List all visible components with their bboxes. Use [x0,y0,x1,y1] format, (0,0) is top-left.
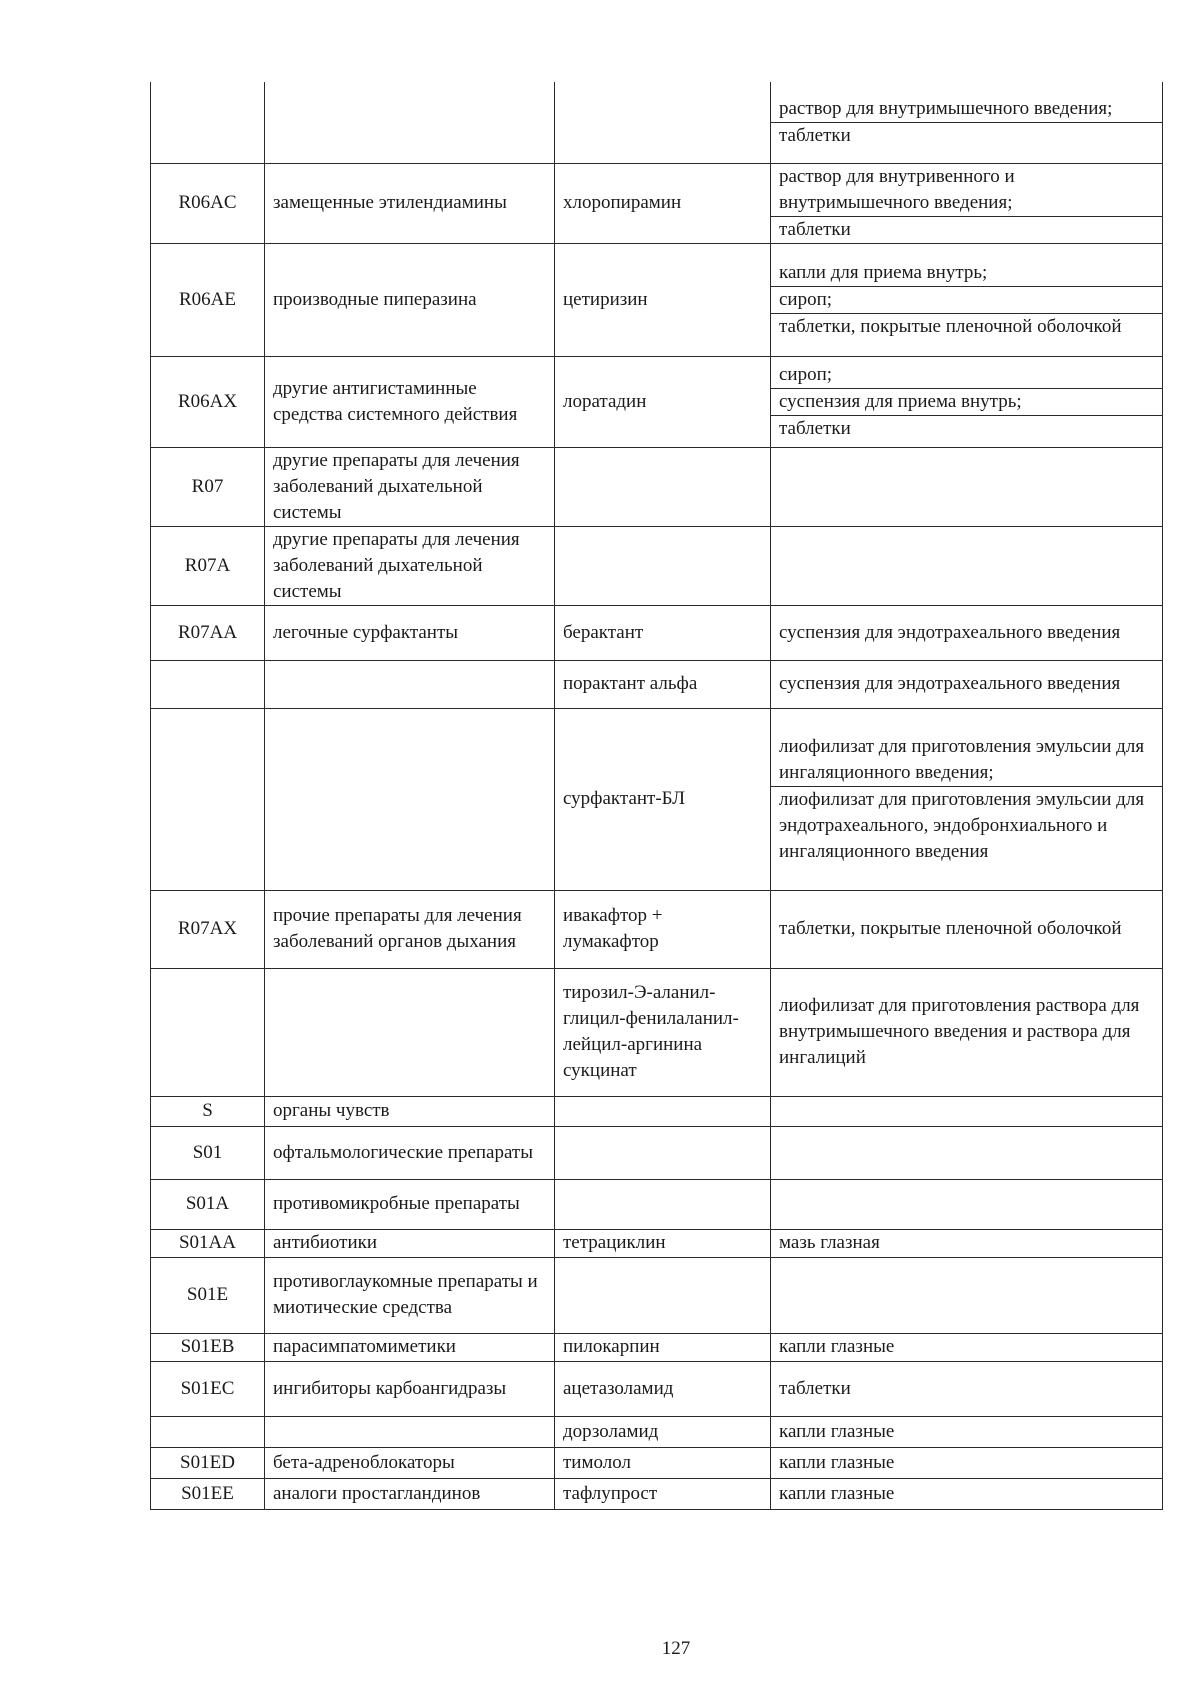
table-row [151,605,1163,660]
dosage-form: таблетки, покрытые пленочной оболочкой [779,918,1122,939]
dosage-forms-cell [771,968,1163,1096]
dosage-form: суспензия для приема внутрь; [771,388,1162,415]
table-row [151,243,1163,356]
dosage-forms-cell [771,708,1163,890]
drug-name-cell: сурфактант-БЛ [555,708,771,890]
atc-code-cell: S01EB [151,1333,265,1361]
dosage-form: таблетки, покрытые пленочной оболочкой [771,313,1162,340]
table-row [151,82,1163,163]
atc-code-cell: S01AA [151,1229,265,1257]
group-name-cell: офтальмологические препараты [265,1126,555,1179]
atc-code-cell [151,82,265,163]
atc-code-cell: S01ED [151,1447,265,1478]
atc-code-cell: S01EC [151,1361,265,1416]
dosage-form: капли глазные [779,1336,895,1357]
drug-name-cell: тафлупрост [555,1478,771,1509]
group-name-cell: парасимпатомиметики [265,1333,555,1361]
group-name-cell: противомикробные препараты [265,1179,555,1229]
group-name-cell: антибиотики [265,1229,555,1257]
atc-code-cell: S01E [151,1257,265,1333]
drug-name-cell [555,526,771,605]
dosage-form: таблетки [771,216,1162,243]
atc-code-cell: R07 [151,447,265,526]
atc-code-cell: R06AE [151,243,265,356]
drug-name-cell [555,1096,771,1126]
dosage-forms-cell [771,1096,1163,1126]
atc-code-cell: R07A [151,526,265,605]
table-row [151,1333,1163,1361]
dosage-form: раствор для внутривенного и внутримышечного введения; [779,165,1015,213]
table-row [151,660,1163,708]
group-name-cell: другие антигистаминные средства системного действия [265,356,555,447]
drug-table [150,82,1163,1510]
drug-name-cell [555,1257,771,1333]
drug-name-cell: цетиризин [555,243,771,356]
drug-name-cell [555,1126,771,1179]
atc-code-cell: R06AC [151,163,265,243]
dosage-forms-cell [771,1478,1163,1509]
drug-name-cell: ацетазоламид [555,1361,771,1416]
dosage-forms-cell [771,243,1163,356]
dosage-form: раствор для внутримышечного введения; [779,97,1113,119]
table-row [151,526,1163,605]
drug-name-cell [555,82,771,163]
dosage-form: лиофилизат для приготовления эмульсии для ингаляционного введения; [779,735,1145,783]
group-name-cell: ингибиторы карбоангидразы [265,1361,555,1416]
dosage-forms-cell [771,890,1163,968]
dosage-form: суспензия для эндотрахеального введения [779,621,1121,643]
table-row [151,1447,1163,1478]
page-number: 127 [661,1638,691,1659]
group-name-cell [265,660,555,708]
group-name-cell: другие препараты для лечения заболеваний дыхательной системы [265,526,555,605]
drug-name-cell: пилокарпин [555,1333,771,1361]
drug-name-cell: берактант [555,605,771,660]
table-row [151,447,1163,526]
atc-code-cell: R07AX [151,890,265,968]
dosage-forms-cell [771,1126,1163,1179]
dosage-forms-cell [771,1257,1163,1333]
dosage-forms-cell [771,1447,1163,1478]
dosage-form: лиофилизат для приготовления эмульсии для эндотрахеального, эндобронхиального и ингаляционного введения [771,786,1162,865]
group-name-cell [265,82,555,163]
atc-code-cell [151,660,265,708]
table-row [151,1126,1163,1179]
atc-code-cell: S [151,1096,265,1126]
dosage-forms-cell [771,1361,1163,1416]
table-row [151,163,1163,243]
dosage-form: капли глазные [779,1420,895,1442]
group-name-cell [265,1416,555,1447]
table-row [151,356,1163,447]
atc-code-cell: R06AX [151,356,265,447]
dosage-forms-cell [771,356,1163,447]
group-name-cell [265,968,555,1096]
table-row [151,1361,1163,1416]
group-name-cell [265,708,555,890]
group-name-cell: органы чувств [265,1096,555,1126]
dosage-form: таблетки [771,122,1162,149]
group-name-cell: противоглаукомные препараты и миотические средства [265,1257,555,1333]
table-row [151,1478,1163,1509]
atc-code-cell: S01 [151,1126,265,1179]
drug-name-cell: дорзоламид [555,1416,771,1447]
table-row [151,968,1163,1096]
atc-code-cell: S01A [151,1179,265,1229]
atc-code-cell: R07AA [151,605,265,660]
dosage-forms-cell [771,447,1163,526]
dosage-form: лиофилизат для приготовления раствора для внутримышечного введения и раствора для ингалиций [779,995,1140,1068]
atc-code-cell [151,708,265,890]
group-name-cell: производные пиперазина [265,243,555,356]
dosage-form: капли глазные [779,1451,895,1473]
dosage-forms-cell [771,605,1163,660]
dosage-form: сироп; [771,286,1162,313]
table-row [151,1229,1163,1257]
dosage-form: сироп; [779,363,833,385]
drug-name-cell: тимолол [555,1447,771,1478]
atc-code-cell [151,1416,265,1447]
dosage-forms-cell [771,526,1163,605]
dosage-form: мазь глазная [779,1232,880,1253]
dosage-forms-cell [771,660,1163,708]
dosage-forms-cell [771,163,1163,243]
group-name-cell: бета-адреноблокаторы [265,1447,555,1478]
dosage-forms-cell [771,1229,1163,1257]
drug-name-cell: лоратадин [555,356,771,447]
dosage-form: таблетки [779,1377,851,1399]
table-row [151,890,1163,968]
atc-code-cell: S01EE [151,1478,265,1509]
dosage-forms-cell [771,82,1163,163]
group-name-cell: замещенные этилендиамины [265,163,555,243]
drug-name-cell: тирозил-Э-аланил-глицил-фенилаланил-лейцил-аргинина сукцинат [555,968,771,1096]
dosage-form: таблетки [771,415,1162,442]
table-row [151,1416,1163,1447]
atc-code-cell [151,968,265,1096]
drug-name-cell: порактант альфа [555,660,771,708]
table-row [151,1257,1163,1333]
dosage-form: капли для приема внутрь; [779,261,988,283]
dosage-forms-cell [771,1333,1163,1361]
group-name-cell: легочные сурфактанты [265,605,555,660]
table-row [151,1179,1163,1229]
group-name-cell: аналоги простагландинов [265,1478,555,1509]
drug-name-cell [555,1179,771,1229]
dosage-form: капли глазные [779,1482,895,1504]
group-name-cell: другие препараты для лечения заболеваний дыхательной системы [265,447,555,526]
group-name-cell: прочие препараты для лечения заболеваний органов дыхания [265,890,555,968]
dosage-forms-cell [771,1179,1163,1229]
drug-name-cell [555,447,771,526]
drug-name-cell: ивакафтор + лумакафтор [555,890,771,968]
table-row [151,1096,1163,1126]
dosage-form: суспензия для эндотрахеального введения [779,673,1121,694]
drug-name-cell: тетрациклин [555,1229,771,1257]
dosage-forms-cell [771,1416,1163,1447]
table-row [151,708,1163,890]
drug-name-cell: хлоропирамин [555,163,771,243]
